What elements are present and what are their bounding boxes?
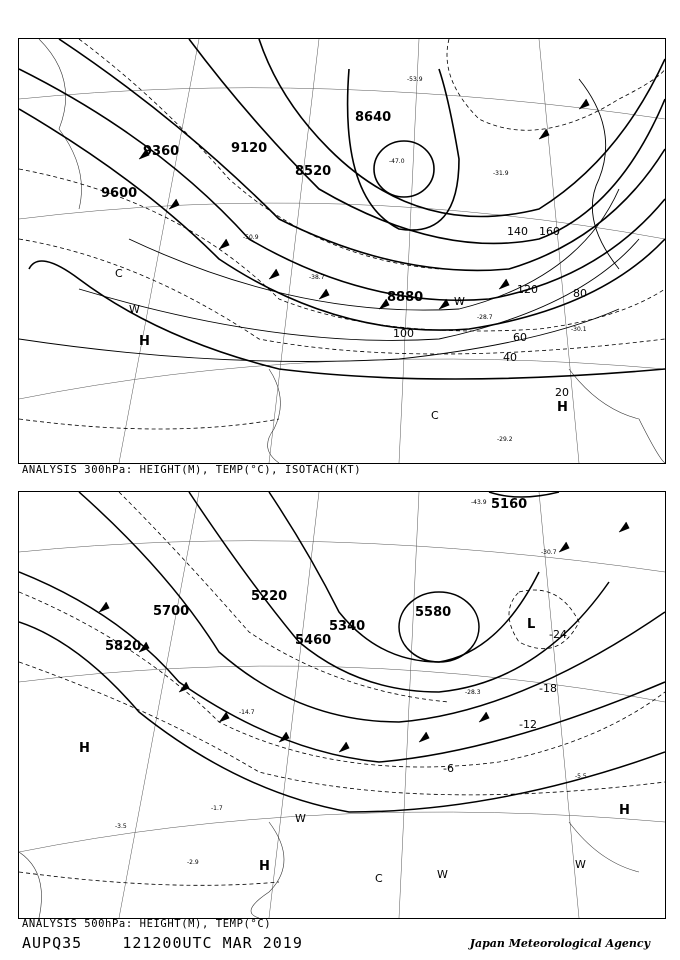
isotach-label: 120 bbox=[517, 283, 538, 296]
graticule bbox=[19, 492, 665, 918]
pressure-center-label: W bbox=[295, 812, 306, 825]
agency-credit: Japan Meteorological Agency bbox=[469, 937, 650, 950]
pressure-center-label: H bbox=[139, 334, 150, 349]
pressure-center-label: L bbox=[527, 617, 536, 632]
temp-label: -47.0 bbox=[389, 158, 405, 165]
temp-label: -30.1 bbox=[571, 326, 587, 333]
height-label: 9120 bbox=[231, 141, 268, 156]
map-300hpa bbox=[18, 38, 666, 464]
height-label: 8640 bbox=[355, 110, 392, 125]
temp-label: -28.7 bbox=[477, 314, 493, 321]
temp-label: -30.7 bbox=[541, 549, 557, 556]
height-label: 9360 bbox=[143, 144, 180, 159]
height-label: 9600 bbox=[101, 186, 138, 201]
isotach-label: 40 bbox=[503, 351, 517, 364]
isotherms bbox=[19, 39, 665, 429]
map-500hpa bbox=[18, 491, 666, 919]
temp-label: -3.5 bbox=[115, 823, 127, 830]
temp-label: -31.9 bbox=[493, 170, 509, 177]
height-label: 5700 bbox=[153, 604, 190, 619]
isotach-label: 80 bbox=[573, 287, 587, 300]
temp-label: -14.7 bbox=[239, 709, 255, 716]
isotach-label: 60 bbox=[513, 331, 527, 344]
pressure-center-label: W bbox=[454, 295, 465, 308]
isotach-label: 140 bbox=[507, 225, 528, 238]
temp-contour-label: -18 bbox=[539, 682, 557, 695]
temp-contour-label: -24 bbox=[549, 628, 567, 641]
isotach-label: 20 bbox=[555, 386, 569, 399]
temp-contour-label: -12 bbox=[519, 718, 537, 731]
pressure-center-label: W bbox=[437, 868, 448, 881]
pressure-center-label: H bbox=[79, 741, 90, 756]
temp-label: -43.9 bbox=[471, 499, 487, 506]
temp-label: -53.9 bbox=[407, 76, 423, 83]
pressure-center-label: C bbox=[431, 409, 439, 422]
height-label: 8880 bbox=[387, 290, 424, 305]
pressure-center-label: C bbox=[375, 872, 383, 885]
temp-label: -5.5 bbox=[575, 773, 587, 780]
height-label: 5160 bbox=[491, 497, 528, 512]
temp-label: -29.2 bbox=[497, 436, 513, 443]
top-map-caption: ANALYSIS 300hPa: HEIGHT(M), TEMP(°C), ISOTACH(KT) bbox=[22, 464, 362, 476]
height-label: 5220 bbox=[251, 589, 288, 604]
chart-code: AUPQ35 bbox=[22, 934, 83, 952]
pressure-center-label: C bbox=[115, 267, 123, 280]
height-label: 8520 bbox=[295, 164, 332, 179]
pressure-center-label: W bbox=[129, 303, 140, 316]
coastlines bbox=[39, 39, 665, 463]
pressure-center-label: H bbox=[259, 859, 270, 874]
temp-label: -38.7 bbox=[309, 274, 325, 281]
coastlines bbox=[19, 822, 639, 918]
height-label: 5820 bbox=[105, 639, 142, 654]
height-label: 5580 bbox=[415, 605, 452, 620]
map-300hpa-canvas bbox=[19, 39, 665, 463]
bottom-map-caption: ANALYSIS 500hPa: HEIGHT(M), TEMP(°C) bbox=[22, 918, 272, 930]
pressure-center-label: H bbox=[557, 400, 568, 415]
temp-label: -1.7 bbox=[211, 805, 223, 812]
temp-contour-label: -6 bbox=[443, 762, 454, 775]
temp-label: -50.9 bbox=[243, 234, 259, 241]
height-label: 5340 bbox=[329, 619, 366, 634]
graticule bbox=[19, 39, 665, 463]
temp-label: -28.3 bbox=[465, 689, 481, 696]
pressure-center-label: W bbox=[575, 858, 586, 871]
isotach-label: 100 bbox=[393, 327, 414, 340]
height-label: 5460 bbox=[295, 633, 332, 648]
analysis-timestamp: 121200UTC MAR 2019 bbox=[122, 934, 303, 952]
temp-label: -2.9 bbox=[187, 859, 199, 866]
pressure-center-label: H bbox=[619, 803, 630, 818]
map-500hpa-canvas bbox=[19, 492, 665, 918]
isotach-label: 160 bbox=[539, 225, 560, 238]
chart-code-timestamp bbox=[22, 934, 303, 952]
